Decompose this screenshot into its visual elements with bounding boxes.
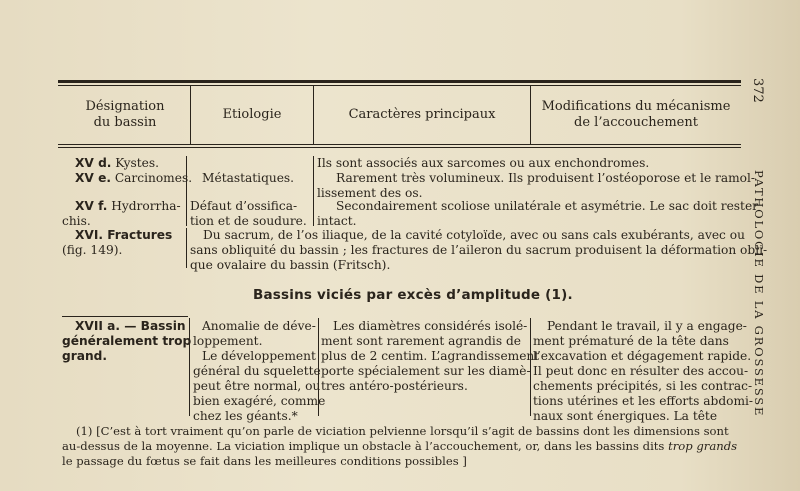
header-caracteres: Caractères principaux [348,107,496,122]
row-xvii-caract-1: Les diamètres considérés isolé- [333,319,528,333]
row-xvii-caract-3: plus de 2 centim. L’agrandissement [321,349,540,363]
row-xvii-modif-3: l’excavation et dégagement rapide. [533,349,752,363]
row-xvii-etiologie-4: général du squelette [193,364,321,378]
footnote-line-2: au-dessus de la moyenne. La viciation implique un obstacle à l’accouchement, or, dans les bassins dits trop grands [62,439,738,453]
row-xvii-etiologie-3: Le développement [202,349,316,363]
row-xvi-label-1: XVI. Fractures [75,228,173,242]
row-xvii-label-3: grand. [62,349,107,363]
header-modifications: Modifications du mécanisme de l’accouchement [541,99,731,130]
header-divider-3 [530,86,531,144]
header-rule-2 [58,147,741,148]
footnote-line-1: (1) [C’est à tort vraiment qu’on parle de viciation pelvienne lorsqu’il s’agit de bassins dont les dimensions sont [76,424,729,438]
row-xvii-modif-4: Il peut donc en résulter des accou- [533,364,749,378]
row-xvf-text-1: Secondairement scoliose unilatérale et asymétrie. Le sac doit rester [336,199,758,213]
row-xvii-label-2: généralement trop [62,334,192,348]
row-xve-text-2: lissement des os. [317,186,423,200]
footnote-line-3: le passage du fœtus se fait dans les meilleures conditions possibles ] [62,454,467,468]
row-xvf-etiologie-2: tion et de soudure. [190,214,307,228]
page-number: 372 [750,78,765,103]
section-title: Bassins viciés par excès d’amplitude (1). [253,287,573,303]
row-xvii-caract-5: tres antéro-postérieurs. [321,379,468,393]
row-xvii-etiologie-2: loppement. [193,334,263,348]
row-xve-label: XV e. Carcinomes. [75,171,193,185]
header-divider-1 [190,86,191,144]
row-xvii-etiologie-7: chez les géants.* [193,409,298,423]
row-xvd-text: Ils sont associés aux sarcomes ou aux enchondromes. [317,156,650,170]
body-divider-c [186,228,187,268]
row-xvii-etiologie-1: Anomalie de déve- [202,319,316,333]
row-xvii-label-1: XVII a. — Bassin [75,319,186,333]
row-xvi-text-3: que ovalaire du bassin (Fritsch). [190,258,391,272]
row-xvf-etiologie-1: Défaut d’ossifica- [190,199,298,213]
top-rule-thin [58,85,741,86]
top-rule-thick [58,80,741,83]
header-rule-1 [58,144,741,145]
row-xvii-modif-1: Pendant le travail, il y a engage- [547,319,747,333]
row-xvii-modif-2: ment prématuré de la tête dans [533,334,729,348]
row-xvi-text-2: sans obliquité du bassin ; les fractures de l’aileron du sacrum produisent la déformation obli- [190,243,768,257]
row-xvi-text-1: Du sacrum, de l’os iliaque, de la cavité cotyloïde, avec ou sans cals exubérants, avec ou [203,228,745,242]
row-xvii-caract-4: porte spécialement sur les diamè- [321,364,531,378]
row-xvii-modif-7: naux sont énergiques. La tête [533,409,718,423]
header-divider-2 [313,86,314,144]
row-xvii-modif-5: chements précipités, si les contrac- [533,379,753,393]
row-xvi-label-2: (fig. 149). [62,243,123,257]
row-xvii-modif-6: tions utérines et les efforts abdomi- [533,394,754,408]
body-divider-a [186,156,187,226]
running-head: PATHOLOGIE DE LA GROSSESSE [752,170,766,418]
row-xve-etiologie: Métastatiques. [202,171,295,185]
row-xvii-etiologie-6: bien exagéré, comme [193,394,326,408]
row-xve-text-1: Rarement très volumineux. Ils produisent l’ostéoporose et le ramol- [336,171,756,185]
header-etiologie: Etiologie [222,107,282,122]
row-xvf-label-2: chis. [62,214,91,228]
row-xvd-label: XV d. Kystes. [75,156,160,170]
header-designation: Désignation du bassin [85,99,165,130]
lower-divider-1 [189,318,190,416]
row-xvii-etiologie-5: peut être normal, ou [193,379,321,393]
body-divider-b [313,156,314,226]
row-xvf-text-2: intact. [317,214,357,228]
xvii-label-underline [62,316,188,317]
row-xvf-label-1: XV f. Hydrorrha- [75,199,181,213]
row-xvii-caract-2: ment sont rarement agrandis de [321,334,521,348]
